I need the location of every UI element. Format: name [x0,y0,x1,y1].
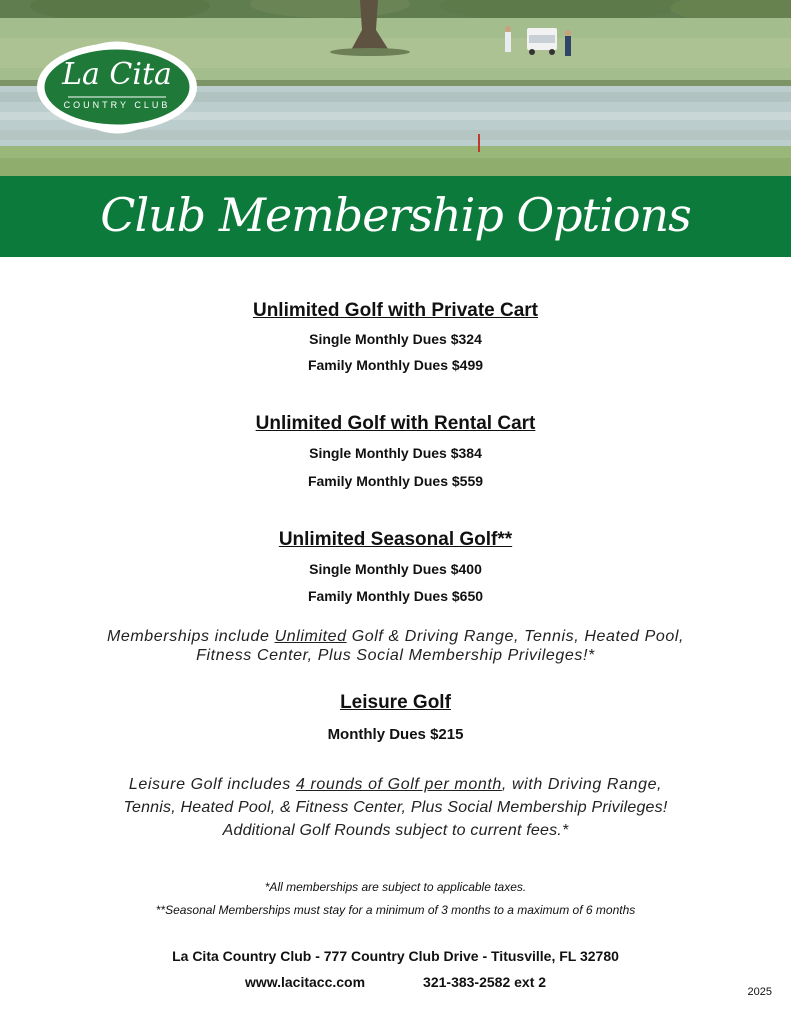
plan-title-seasonal: Unlimited Seasonal Golf** [278,529,513,550]
membership-note-text: Memberships include [106,628,275,645]
plan-single-dues: Single Monthly Dues $324 [309,331,482,347]
leisure-note-line3: Additional Golf Rounds subject to current fees.* [222,822,569,839]
plan-family-dues: Family Monthly Dues $499 [307,357,484,373]
plan-title-rental-cart: Unlimited Golf with Rental Cart [255,413,536,434]
club-logo [34,41,200,135]
logo-subtitle: COUNTRY CLUB [63,100,171,110]
membership-note-line2: Fitness Center, Plus Social Membership Privileges!* [196,647,595,664]
leisure-dues: Monthly Dues $215 [327,726,464,743]
footer-website[interactable]: www.lacitacc.com [244,974,366,990]
document-year: 2025 [747,986,772,998]
leisure-note-line2: Tennis, Heated Pool, & Fitness Center, Plus Social Membership Privileges! [123,799,668,816]
leisure-note-text: Leisure Golf includes [128,776,296,793]
plan-single-dues: Single Monthly Dues $384 [309,445,482,461]
footer-address: La Cita Country Club - 777 Country Club Drive - Titusville, FL 32780 [172,948,619,964]
leisure-note-text: , with Driving Range, [501,776,663,793]
leisure-note-emphasis: 4 rounds of Golf per month [295,776,502,793]
header-photo [0,0,791,176]
plan-family-dues: Family Monthly Dues $650 [307,588,484,604]
logo-name: La Cita [62,57,172,92]
footer-phone[interactable]: 321-383-2582 ext 2 [423,974,547,990]
plan-family-dues: Family Monthly Dues $559 [307,473,484,489]
plan-title-private-cart: Unlimited Golf with Private Cart [252,300,539,321]
membership-note-emphasis: Unlimited [274,628,347,645]
membership-note-text: Golf & Driving Range, Tennis, Heated Pool, [346,628,685,645]
plan-single-dues: Single Monthly Dues $400 [309,561,482,577]
footnote-taxes: *All memberships are subject to applicable taxes. [264,880,527,894]
leisure-note-line1 [0,776,791,794]
membership-note-line1 [0,628,791,646]
footnote-seasonal: **Seasonal Memberships must stay for a minimum of 3 months to a maximum of 6 months [155,903,636,917]
banner-title: Club Membership Options [100,188,691,242]
leisure-title: Leisure Golf [340,692,451,713]
footer-contact [0,974,791,990]
